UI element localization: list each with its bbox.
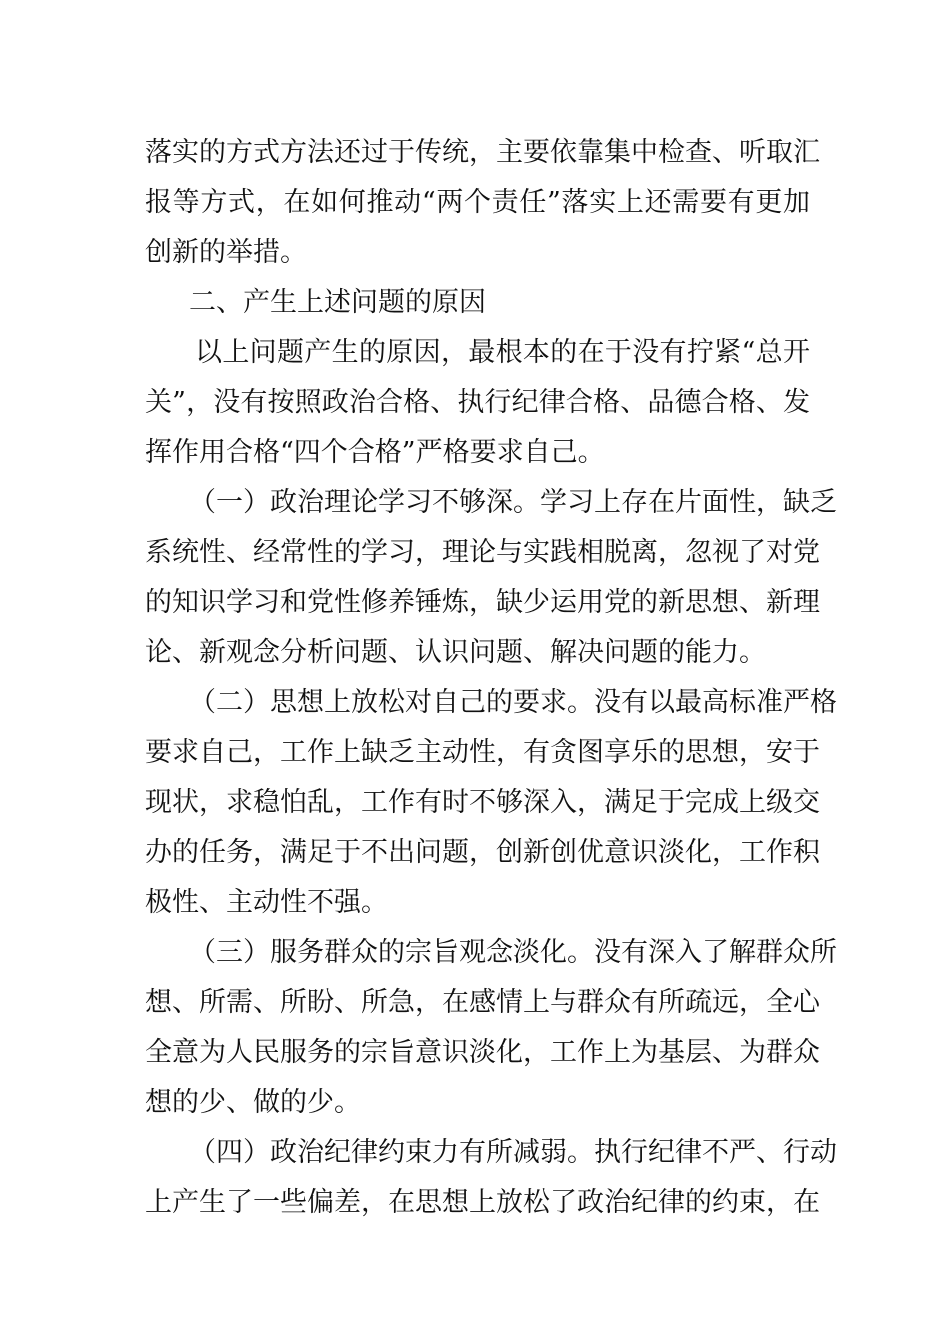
body-text-line: 创新的举措。 xyxy=(145,237,307,268)
subsection-line: （二）思想上放松对自己的要求。没有以最高标准严格 xyxy=(189,687,837,718)
subsection-line: （三）服务群众的宗旨观念淡化。没有深入了解群众所 xyxy=(189,937,837,968)
subsection-line: （一）政治理论学习不够深。学习上存在片面性，缺乏 xyxy=(189,487,837,518)
body-text-line: 系统性、经常性的学习，理论与实践相脱离，忽视了对党 xyxy=(145,537,820,568)
body-text-line: 想、所需、所盼、所急，在感情上与群众有所疏远，全心 xyxy=(145,987,820,1018)
body-text-line: 上产生了一些偏差，在思想上放松了政治纪律的约束，在 xyxy=(145,1187,820,1218)
body-text-line: 的知识学习和党性修养锤炼，缺少运用党的新思想、新理 xyxy=(145,587,820,618)
body-text-line: 全意为人民服务的宗旨意识淡化，工作上为基层、为群众 xyxy=(145,1037,820,1068)
body-text-line: 极性、主动性不强。 xyxy=(145,887,388,918)
body-text-line: 办的任务，满足于不出问题，创新创优意识淡化，工作积 xyxy=(145,837,820,868)
body-text-line: 报等方式，在如何推动“两个责任”落实上还需要有更加 xyxy=(145,187,810,218)
body-text-line: 以上问题产生的原因，最根本的在于没有拧紧“总开 xyxy=(195,337,810,368)
body-text-line: 落实的方式方法还过于传统，主要依靠集中检查、听取汇 xyxy=(145,137,820,168)
body-text-line: 论、新观念分析问题、认识问题、解决问题的能力。 xyxy=(145,637,766,668)
body-text-line: 挥作用合格“四个合格”严格要求自己。 xyxy=(145,437,605,468)
body-text-line: 想的少、做的少。 xyxy=(145,1087,361,1118)
section-heading: 二、产生上述问题的原因 xyxy=(189,287,486,318)
body-text-line: 关”，没有按照政治合格、执行纪律合格、品德合格、发 xyxy=(145,387,810,418)
subsection-line: （四）政治纪律约束力有所减弱。执行纪律不严、行动 xyxy=(189,1137,837,1168)
body-text-line: 要求自己，工作上缺乏主动性，有贪图享乐的思想，安于 xyxy=(145,737,820,768)
body-text-line: 现状，求稳怕乱，工作有时不够深入，满足于完成上级交 xyxy=(145,787,820,818)
